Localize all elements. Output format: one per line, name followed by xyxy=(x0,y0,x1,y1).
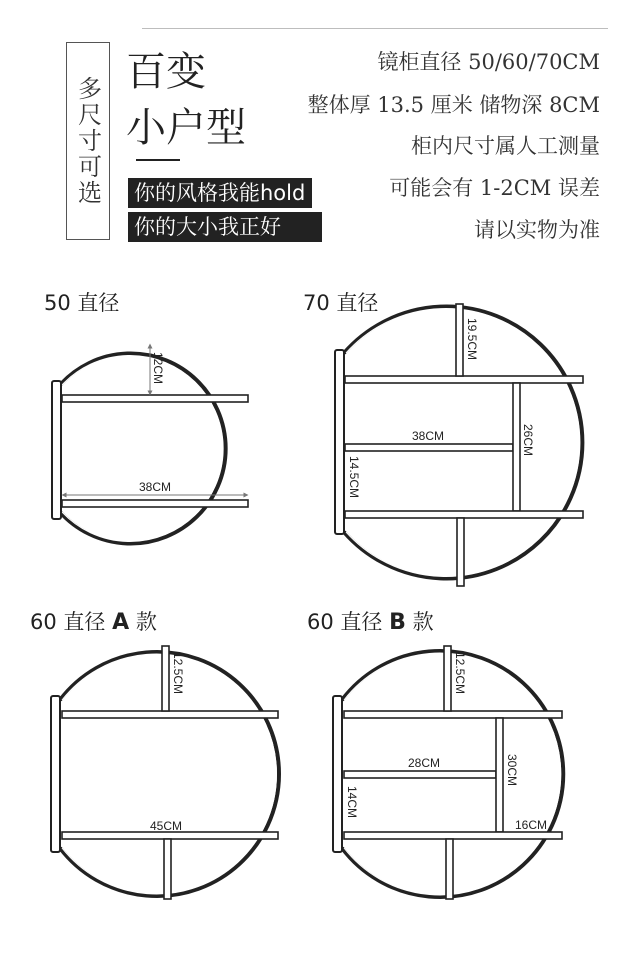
diagram-70-label: 70 直径 xyxy=(303,291,379,315)
title-line-1: 百变 xyxy=(126,49,206,95)
diagram-60a xyxy=(51,646,279,899)
spec-error-note: 可能会有 1-2CM 误差 xyxy=(389,176,600,200)
diagram-60b xyxy=(333,646,563,899)
dim-70-mid: 38CM xyxy=(411,429,445,443)
dim-60b-bottom-right: 16CM xyxy=(514,818,548,832)
dim-50-vertical: 12CM xyxy=(151,352,165,385)
dim-70-right: 26CM xyxy=(521,424,535,457)
diagram-60b-label: 60 直径 B 款 xyxy=(307,610,434,635)
dim-60b-left: 14CM xyxy=(345,786,359,819)
dim-60b-right: 30CM xyxy=(505,754,519,787)
diagram-70 xyxy=(335,304,583,586)
title-line-2: 小户型 xyxy=(126,105,246,151)
diagram-50 xyxy=(52,346,248,544)
dim-70-left: 14.5CM xyxy=(347,456,361,499)
dim-60b-mid: 28CM xyxy=(407,756,441,770)
dim-70-top: 19.5CM xyxy=(465,318,479,361)
tagline-size: 你的大小我正好 xyxy=(128,212,322,242)
spec-diameter: 镜柜直径 50/60/70CM xyxy=(377,50,600,74)
dim-60a-horizontal: 45CM xyxy=(149,819,183,833)
spec-thickness: 整体厚 13.5 厘米 储物深 8CM xyxy=(307,93,600,117)
spec-measure-note: 柜内尺寸属人工测量 xyxy=(411,134,600,158)
tagline-style: 你的风格我能hold xyxy=(128,178,312,208)
dim-60b-top: 12.5CM xyxy=(453,652,467,695)
diagram-60a-label: 60 直径 A 款 xyxy=(30,610,157,635)
size-options-label: 多尺寸可选 xyxy=(73,76,102,206)
dim-60a-top: 12.5CM xyxy=(171,652,185,695)
spec-actual-note: 请以实物为准 xyxy=(474,218,600,242)
diagram-50-label: 50 直径 xyxy=(44,291,120,315)
dim-50-horizontal: 38CM xyxy=(138,480,172,494)
